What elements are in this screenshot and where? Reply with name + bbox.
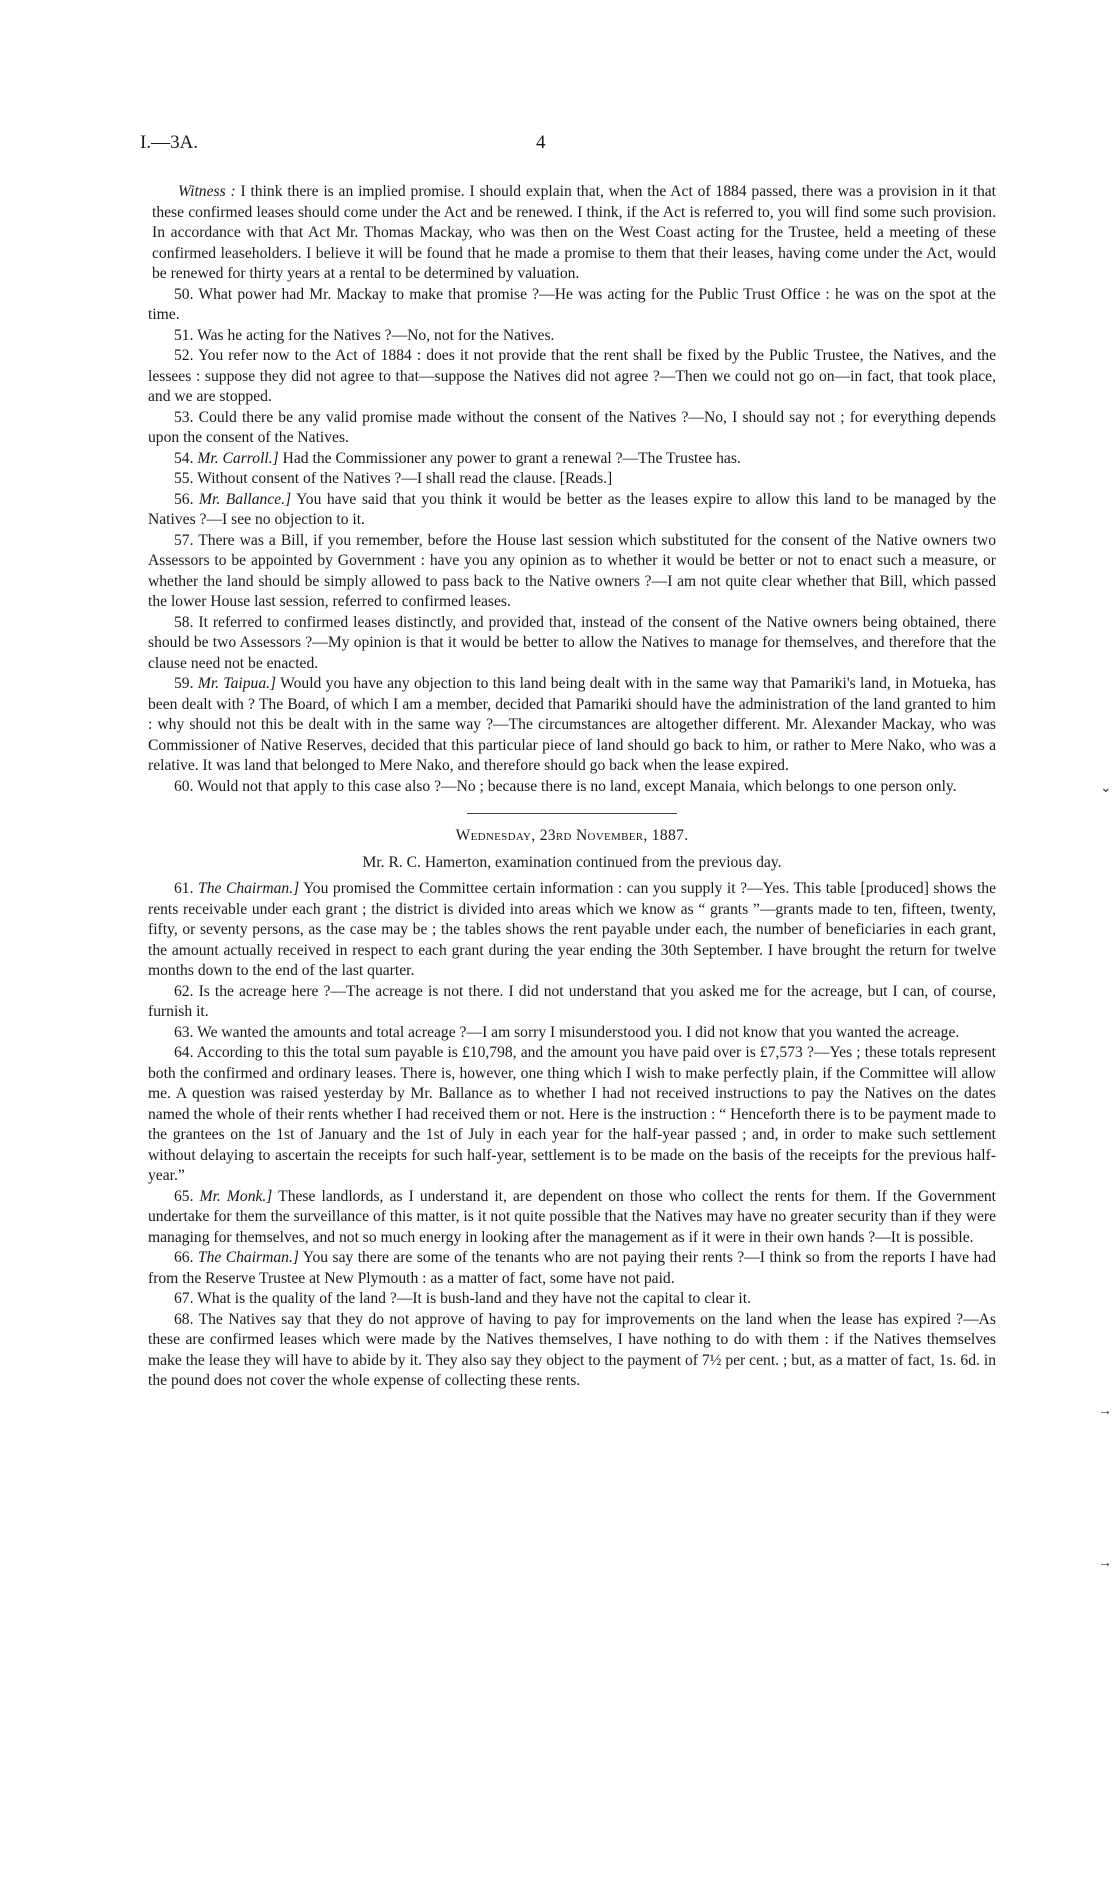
- paragraph-text: You say there are some of the tenants who are not paying their rents ?—I think so from the reports I have had from the Reserve Trustee at New Plymouth : as a matter of fact, some have not paid.: [148, 1249, 996, 1287]
- section-divider: [467, 813, 677, 814]
- paragraph-text: Had the Commissioner any power to grant a renewal ?—The Trustee has.: [278, 449, 741, 467]
- question-number: 54.: [174, 449, 194, 467]
- paragraph-text: Would you have any objection to this land being dealt with in the same way that Pamariki's land, in Motueka, has been dealt with ? The Board, of which I am a member, decided that Pamariki should have the administration of the land granted to him : why should not this be dealt with in the same way ?—The circumstances are altogether different. Mr. Alexander Mackay, who was Commissioner of Native Reserves, decided that this particular piece of land should go back to him, or rather to Mere Nako, who was a relative. It was land that belonged to Mere Nako, and therefore should go back when the lease expired.: [148, 675, 997, 774]
- qa-paragraph: [148, 1187, 996, 1249]
- paragraph-text: You promised the Committee certain information : can you supply it ?—Yes. This table [produced] shows the rents receivable under each grant ; the district is divided into areas which we know as “ grants ”—grants made to ten, fifteen, twenty, fifty, or seventy persons, as the case may be ; the tables shows the rent payable under each, the number of beneficiaries in each grant, the amount actually received in respect to each grant during the year ending the 30th September. I have brought the return for twelve months down to the end of the last quarter.: [148, 880, 996, 979]
- speaker-label: Witness :: [178, 183, 236, 200]
- margin-mark: →: [1098, 1404, 1112, 1419]
- paragraph-text: Would not that apply to this case also ?—No ; because there is no land, except Manaia, which belongs to one person only.: [197, 777, 957, 795]
- speaker-label: The Chairman.]: [198, 880, 300, 897]
- question-number: 65.: [174, 1187, 194, 1205]
- paragraph-text: Without consent of the Natives ?—I shall read the clause. [Reads.]: [197, 470, 613, 487]
- qa-paragraph: [148, 674, 996, 777]
- paragraph-text: It referred to confirmed leases distinctly, and provided that, instead of the consent of the Native owners being obtained, there should be two Assessors ?—My opinion is that it would be better to allow the Natives to manage for themselves, and therefore that the clause need not be enacted.: [148, 613, 997, 672]
- question-number: 50.: [174, 285, 194, 303]
- question-number: 53.: [174, 408, 194, 426]
- speaker-label: Mr. Ballance.]: [199, 490, 292, 508]
- qa-paragraph: [148, 777, 996, 798]
- question-number: 68.: [174, 1310, 194, 1328]
- question-number: 67.: [174, 1290, 194, 1307]
- speaker-label: Mr. Carroll.]: [197, 449, 279, 467]
- qa-section-second: [148, 879, 996, 1392]
- page-header: [140, 132, 1000, 162]
- qa-paragraph: [148, 1289, 996, 1310]
- qa-paragraph: [148, 469, 996, 490]
- question-number: 61.: [174, 880, 194, 897]
- question-number: 58.: [174, 613, 194, 631]
- paragraph-text: You refer now to the Act of 1884 : does it not provide that the rent shall be fixed by the Public Trustee, the Natives, and the lessees : suppose they did not agree to that—suppose the Natives did not agree ?—Then we could not go on—in fact, that took place, and we are stopped.: [148, 347, 996, 405]
- document-reference: I.—3A.: [140, 132, 199, 153]
- qa-paragraph: [148, 408, 996, 449]
- qa-paragraph: [148, 1043, 996, 1187]
- paragraph-text: There was a Bill, if you remember, before the House last session which substituted for the consent of the Native owners two Assessors to be appointed by Government : have you any opinion as to whether it would be better or not to enact such a measure, or whether the land should be simply allowed to pass back to the Native owners ?—I am not quite clear whether that Bill, which passed the lower House last session, referred to confirmed leases.: [148, 531, 996, 610]
- session-witness: Mr. R. C. Hamerton, examination continued from the previous day.: [362, 853, 782, 871]
- qa-section-first: [148, 285, 996, 798]
- question-number: 57.: [174, 531, 194, 549]
- document-body: [148, 182, 996, 1392]
- qa-paragraph: [148, 613, 996, 675]
- page-number: 4: [536, 132, 546, 153]
- question-number: 62.: [174, 982, 194, 1000]
- speaker-label: Mr. Taipua.]: [197, 675, 277, 692]
- paragraph-text: These landlords, as I understand it, are dependent on those who collect the rents for them. If the Government undertake for them the surveillance of this matter, is it not quite possible that the Natives may have no greater security than if they were managing for themselves, and not so much energy in looking after the management as if it were in their own hands ?—It is possible.: [148, 1187, 996, 1246]
- paragraph-text: According to this the total sum payable is £10,798, and the amount you have paid over is £7,573 ?—Yes ; these totals represent both the confirmed and ordinary leases. There is, however, one thing which I wish to make perfectly plain, if the Committee will allow me. A question was raised yesterday by Mr. Ballance as to whether I had not received instructions to pay the Natives on the dates named the whole of their rents whether I had received them or not. Here is the instruction : “ Henceforth there is to be payment made to the grantees on the 1st of January and the 1st of July in each year for the half-year passed ; and, in order to make such settlement without delaying to ascertain the receipts for such half-year, settlement is to be made on the basis of the receipts for the previous half-year.”: [148, 1044, 996, 1184]
- qa-paragraph: [148, 982, 996, 1023]
- paragraph-text: Was he acting for the Natives ?—No, not for the Natives.: [197, 326, 555, 344]
- paragraph-text: What is the quality of the land ?—It is bush-land and they have not the capital to clear it.: [197, 1290, 751, 1307]
- question-number: 55.: [174, 470, 194, 487]
- paragraph-text: You have said that you think it would be better as the leases expire to allow this land to be managed by the Natives ?—I see no objection to it.: [148, 490, 996, 528]
- question-number: 63.: [174, 1023, 194, 1041]
- qa-paragraph: [148, 449, 996, 470]
- witness-paragraph: [148, 182, 996, 285]
- qa-paragraph: [148, 326, 996, 347]
- qa-paragraph: [148, 1023, 996, 1044]
- qa-paragraph: [148, 346, 996, 408]
- paragraph-text: Could there be any valid promise made without the consent of the Natives ?—No, I should say not ; for everything depends upon the consent of the Natives.: [148, 408, 996, 446]
- question-number: 51.: [174, 326, 194, 344]
- question-number: 52.: [174, 347, 194, 364]
- paragraph-text: We wanted the amounts and total acreage ?—I am sorry I misunderstood you. I did not know that you wanted the acreage.: [197, 1023, 960, 1041]
- speaker-label: The Chairman.]: [197, 1249, 299, 1266]
- margin-mark: →: [1098, 1556, 1112, 1571]
- paragraph-text: The Natives say that they do not approve of having to pay for improvements on the land when the lease has expired ?—As these are confirmed leases which were made by the Natives themselves, I have nothing to do with them : if the Natives themselves make the lease they will have to abide by it. They also say they object to the payment of 7½ per cent. ; but, as a matter of fact, 1s. 6d. in the pound does not cover the whole expense of collecting these rents.: [148, 1310, 996, 1389]
- qa-paragraph: [148, 490, 996, 531]
- margin-mark: ⌄: [1100, 781, 1112, 796]
- question-number: 59.: [174, 675, 194, 692]
- question-number: 56.: [174, 490, 194, 508]
- speaker-label: Mr. Monk.]: [199, 1187, 273, 1205]
- paragraph-text: What power had Mr. Mackay to make that promise ?—He was acting for the Public Trust Office : he was on the spot at the time.: [148, 285, 996, 323]
- qa-paragraph: [148, 531, 996, 613]
- question-number: 66.: [174, 1249, 194, 1266]
- qa-paragraph: [148, 1310, 996, 1392]
- qa-paragraph: [148, 285, 996, 326]
- paragraph-text: I think there is an implied promise. I should explain that, when the Act of 1884 passed, there was a provision in it that these confirmed leases should come under the Act and be renewed. I think, if the Act is referred to, you will find some such provision. In accordance with that Act Mr. Thomas Mackay, who was then on the West Coast acting for the Trustee, held a meeting of these confirmed leaseholders. I believe it will be found that he made a promise to them that their leases, having come under the Act, would be renewed for thirty years at a rental to be determined by valuation.: [152, 183, 996, 282]
- question-number: 60.: [174, 777, 194, 795]
- qa-paragraph: [148, 1248, 996, 1289]
- paragraph-text: Is the acreage here ?—The acreage is not there. I did not understand that you asked me for the acreage, but I can, of course, furnish it.: [148, 982, 997, 1020]
- question-number: 64.: [174, 1044, 194, 1061]
- session-date: Wednesday, 23rd November, 1887.: [455, 827, 689, 844]
- qa-paragraph: [148, 879, 996, 982]
